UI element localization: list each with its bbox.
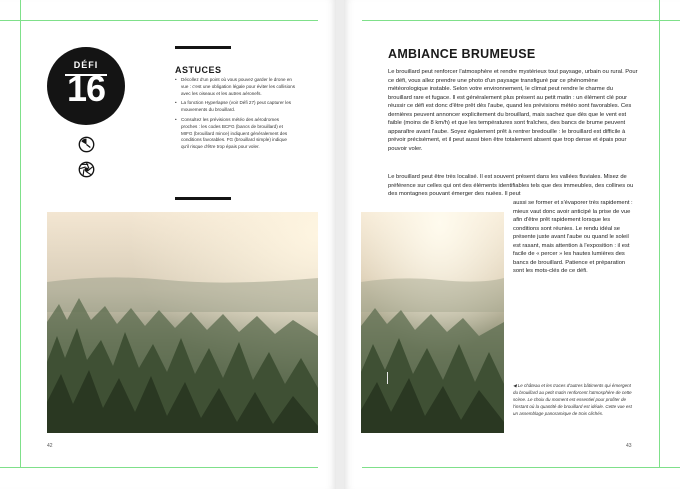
- aperture-icon: [78, 161, 95, 178]
- crop-mark: [362, 20, 680, 21]
- crop-mark: [0, 467, 318, 468]
- tip-item: • Décollez d'un point où vous pouvez garder le drone en vue : c'est une obligation légale pour éviter les collisions avec les oiseaux et les autres aéronefs.: [175, 77, 295, 97]
- page-number-right: 43: [626, 443, 632, 449]
- tips-bottom-rule: [175, 197, 231, 200]
- tip-item: • La fonction Hyperlapse (voir Défi 27) peut capturer les mouvements du brouillard.: [175, 100, 295, 114]
- foggy-forest-photo-left: [47, 212, 318, 433]
- left-page: [0, 0, 336, 489]
- crop-mark: [659, 0, 660, 467]
- tips-top-rule: [175, 46, 231, 49]
- tip-item: • Consultez les prévisions météo des aérodromes proches : les codes BCFG (bancs de brouillard) et MIFG (brouillard mince) indiquent généralement des conditions favorables. FG (brouillard simple) indique qu'il risque d'être trop épais pour voler.: [175, 117, 295, 151]
- body-paragraph-2-top: Le brouillard peut être très localisé. Il est souvent présent dans les vallées fluviales. Misez de préférence sur celles qui ont des éléments identifiables tels que des immeubles, des collines ou des montagnes pouvant émerger des nuées. Il peut: [388, 174, 634, 197]
- foggy-forest-photo-right: [361, 212, 504, 433]
- photo-caption: ◀ Le château et les traces d'autres bâtiments qui émergent du brouillard au petit matin renforcent l'atmosphère de cette scène. Le choix du moment est essentiel pour profiter de l'instant où la quantité de brouillard est idéale. Cette vue est un assemblage panoramique de trois clichés.: [513, 383, 632, 416]
- body-paragraph-1: Le brouillard peut renforcer l'atmosphère et rendre mystérieux tout paysage, urbain ou rural. Pour ce défi, vous allez prendre une photo d'un paysage transfiguré par ce phénomène météorologique instable. Selon votre environnement, le climat peut rendre le charme du brouillard rare et fugace. Il est généralement plus présent au petit matin : un élément clé pour réussir ce défi est donc d'être prêt dès l'aube, quand les prévisions météo sont favorables. Ces dernières peuvent annoncer explicitement du brouillard, mais sachez que dès que le vent est faible (moins de 8 km/h) et que les températures sont fraîches, des bancs de brume peuvent apparaître avant l'aube. Soyez également prêt à rentrer bredouille : le brouillard est difficile à prévoir précisément, et il peut aussi bien être totalement absent que trop dense et épais pour pouvoir voler.: [388, 69, 638, 152]
- challenge-badge-number: 16: [66, 68, 106, 109]
- section-title: AMBIANCE BRUMEUSE: [388, 47, 536, 61]
- tips-list: [175, 77, 295, 154]
- crop-mark: [20, 0, 21, 467]
- challenge-badge-label: DÉFI: [73, 60, 99, 70]
- timer-icon: [78, 136, 95, 153]
- crop-mark: [0, 20, 318, 21]
- challenge-badge: [47, 47, 125, 125]
- crop-mark: [362, 467, 680, 468]
- page-number-left: 42: [47, 443, 53, 449]
- tips-title: ASTUCES: [175, 65, 222, 75]
- body-paragraph-2-rest: aussi se former et s'évaporer très rapidement : mieux vaut donc avoir anticipé la prise de vue afin d'être prêt rapidement lorsque les conditions sont réunies. Le rendu idéal se présente juste avant l'aube ou quand le soleil est rasant, mais attention à l'exposition : il est facile de « percer » les hautes lumières des bancs de brouillard. Patience et préparation sont les mots-clés de ce défi.: [513, 200, 633, 274]
